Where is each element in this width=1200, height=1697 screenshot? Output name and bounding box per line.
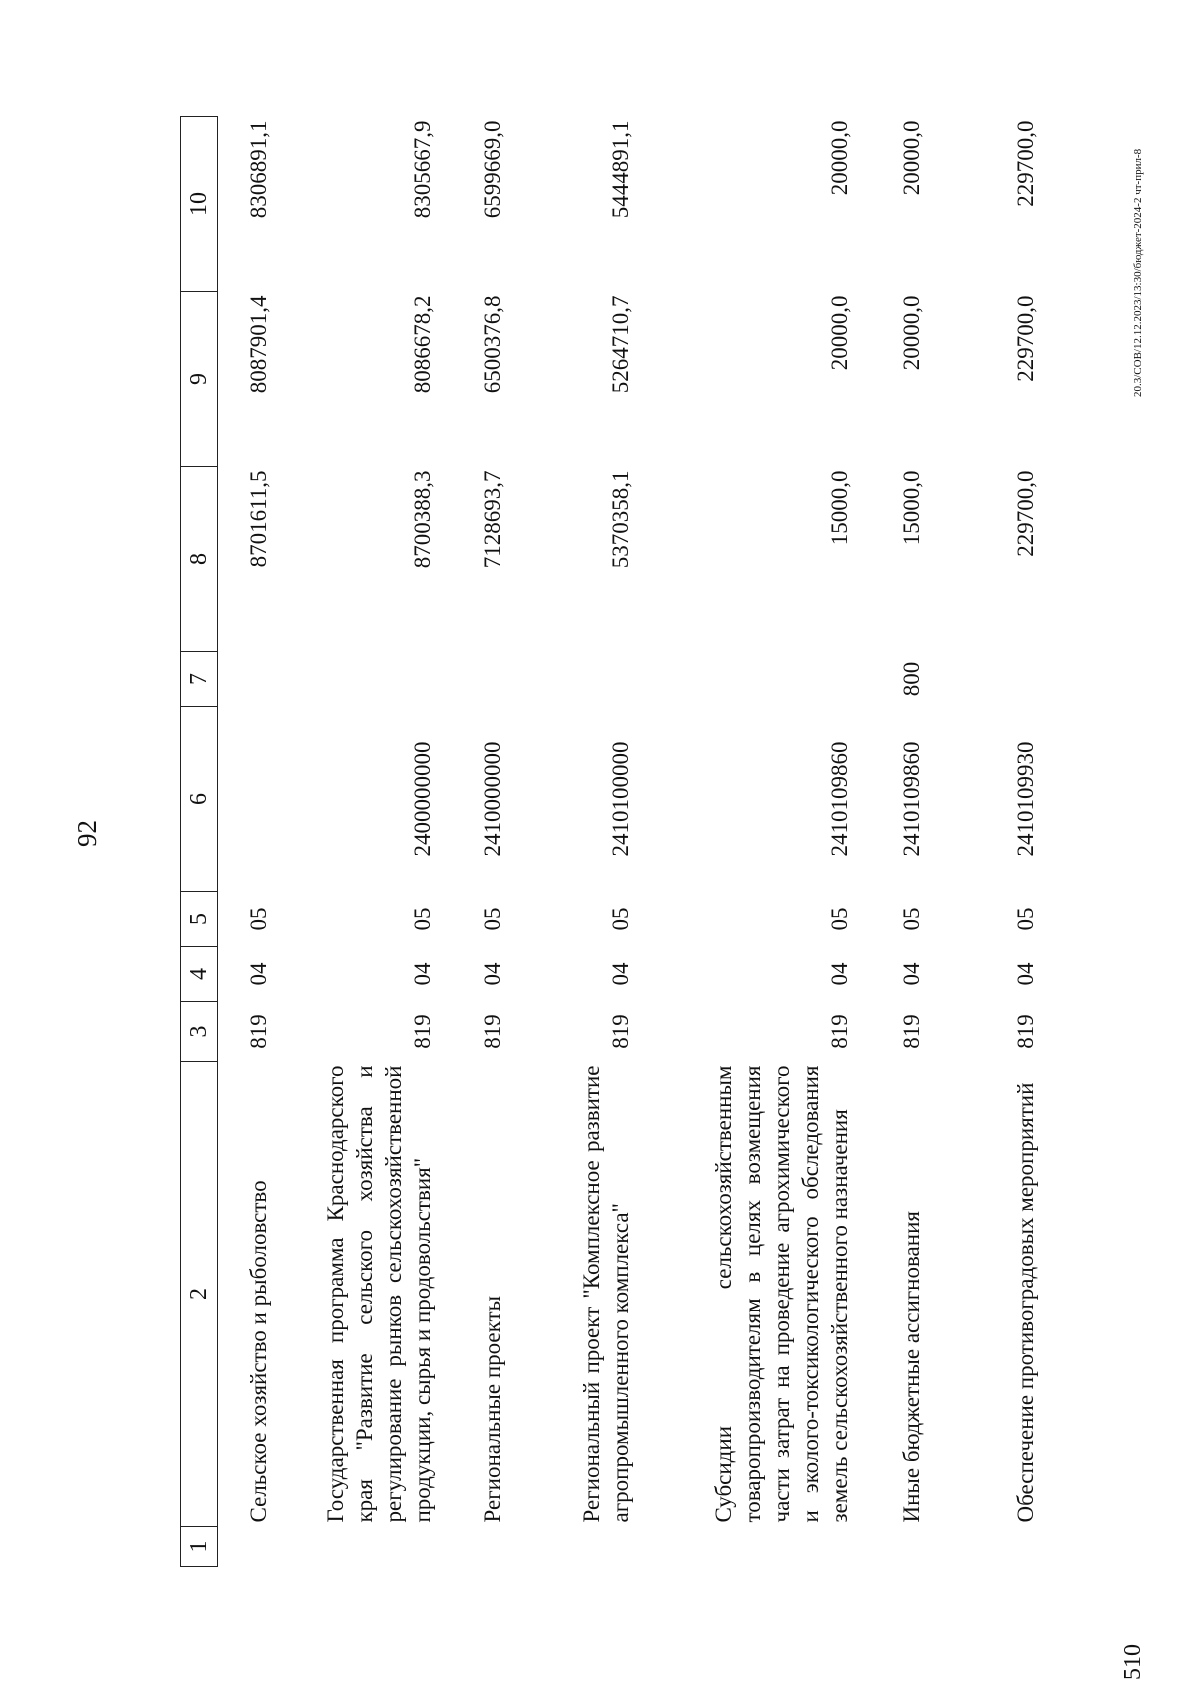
description-cell: Региональный проект "Комплексное развитие агропромышленного комплекса" (579, 1065, 633, 1523)
amount-col9-cell: 229700,0 (1013, 295, 1038, 382)
description-cell: Субсидии сельскохозяйственным товаропроизводителям в целях возмещения части затрат на проведение агрохимического и эколого-токсикологического обследования земель сельскохозяйственного назначения (711, 1065, 852, 1523)
document-code: 20.3/СОВ/12.12.2023/13:30/бюджет-2024-2 чт-прил-8 (1132, 148, 1144, 397)
expense-type-cell (639, 652, 858, 707)
expense-type-cell (930, 652, 1044, 707)
amount-col9-cell: 20000,0 (827, 295, 852, 371)
ministry-code-cell: 819 (246, 1014, 271, 1049)
amount-col9-cell: 8086678,2 (410, 295, 435, 394)
section-code-cell: 04 (480, 962, 505, 986)
row-number-cell (441, 1527, 511, 1567)
table-row (639, 117, 858, 1567)
expense-type-cell (277, 652, 441, 707)
target-article-cell: 2400000000 (410, 741, 435, 857)
amount-col9-cell: 20000,0 (899, 295, 924, 371)
ministry-code-cell: 819 (1013, 1014, 1038, 1049)
section-code-cell: 04 (827, 962, 852, 986)
column-header: 1 (181, 1527, 218, 1567)
column-header: 5 (181, 892, 218, 947)
target-article-cell: 2410109860 (827, 741, 852, 857)
section-code-cell: 04 (608, 962, 633, 986)
amount-col8-cell: 15000,0 (899, 470, 924, 546)
row-number-cell (511, 1527, 639, 1567)
column-header: 2 (181, 1062, 218, 1527)
column-header: 7 (181, 652, 218, 707)
subsection-code-cell: 05 (246, 907, 271, 931)
sheet-number: 510 (1120, 1644, 1146, 1680)
expense-type-cell (511, 652, 639, 707)
target-article-cell: 2410000000 (480, 741, 505, 857)
section-code-cell: 04 (246, 962, 271, 986)
subsection-code-cell: 05 (827, 907, 852, 931)
column-header: 4 (181, 947, 218, 1002)
expense-type-cell: 800 (899, 661, 924, 697)
table-row (930, 117, 1044, 1567)
column-header: 10 (181, 117, 218, 292)
target-article-cell: 2410109860 (899, 741, 924, 857)
amount-col10-cell: 8306891,1 (246, 120, 271, 219)
row-number-cell (639, 1527, 858, 1567)
subsection-code-cell: 05 (480, 907, 505, 931)
section-code-cell: 04 (899, 962, 924, 986)
description-cell: Иные бюджетные ассигнования (899, 1211, 924, 1523)
section-code-cell: 04 (1013, 962, 1038, 986)
ministry-code-cell: 819 (480, 1014, 505, 1049)
expense-type-cell (218, 652, 278, 707)
amount-col10-cell: 20000,0 (827, 120, 852, 196)
amount-col8-cell: 8700388,3 (410, 470, 435, 569)
amount-col9-cell: 8087901,4 (246, 295, 271, 394)
column-header: 3 (181, 1002, 218, 1062)
amount-col10-cell: 229700,0 (1013, 120, 1038, 207)
amount-col10-cell: 6599669,0 (480, 120, 505, 219)
table-row (277, 117, 441, 1567)
ministry-code-cell: 819 (608, 1014, 633, 1049)
ministry-code-cell: 819 (899, 1014, 924, 1049)
table-row (511, 117, 639, 1567)
amount-col8-cell: 8701611,5 (246, 470, 271, 568)
ministry-code-cell: 819 (827, 1014, 852, 1049)
row-number-cell (277, 1527, 441, 1567)
section-code-cell: 04 (410, 962, 435, 986)
amount-col10-cell: 8305667,9 (410, 120, 435, 219)
row-number-cell (218, 1527, 278, 1567)
target-article-cell (218, 707, 278, 892)
table-row (218, 117, 278, 1567)
budget-table (180, 116, 1044, 1567)
description-cell: Региональные проекты (480, 1295, 505, 1523)
column-header: 9 (181, 292, 218, 467)
column-header: 8 (181, 467, 218, 652)
amount-col8-cell: 7128693,7 (480, 470, 505, 569)
row-number-cell (858, 1527, 930, 1567)
subsection-code-cell: 05 (608, 907, 633, 931)
amount-col10-cell: 5444891,1 (608, 120, 633, 219)
amount-col10-cell: 20000,0 (899, 120, 924, 196)
amount-col8-cell: 15000,0 (827, 470, 852, 546)
description-cell: Сельское хозяйство и рыболовство (246, 1180, 271, 1523)
ministry-code-cell: 819 (410, 1014, 435, 1049)
subsection-code-cell: 05 (410, 907, 435, 931)
table-row (441, 117, 511, 1567)
row-number-cell (930, 1527, 1044, 1567)
target-article-cell: 2410109930 (1013, 741, 1038, 857)
amount-col9-cell: 5264710,7 (608, 295, 633, 394)
target-article-cell: 2410100000 (608, 741, 633, 857)
page-number: 92 (72, 820, 102, 847)
description-cell: Государственная программа Краснодарского края "Развитие сельского хозяйства и регулирование рынков сельскохозяйственной продукции, сырья и продовольствия" (323, 1065, 435, 1523)
expense-type-cell (441, 652, 511, 707)
subsection-code-cell: 05 (899, 907, 924, 931)
column-header: 6 (181, 707, 218, 892)
subsection-code-cell: 05 (1013, 907, 1038, 931)
description-cell: Обеспечение противоградовых мероприятий (1013, 1082, 1038, 1523)
table-row (858, 117, 930, 1567)
amount-col8-cell: 229700,0 (1013, 470, 1038, 557)
amount-col9-cell: 6500376,8 (480, 295, 505, 394)
table-header-row (181, 117, 218, 1567)
amount-col8-cell: 5370358,1 (608, 470, 633, 569)
